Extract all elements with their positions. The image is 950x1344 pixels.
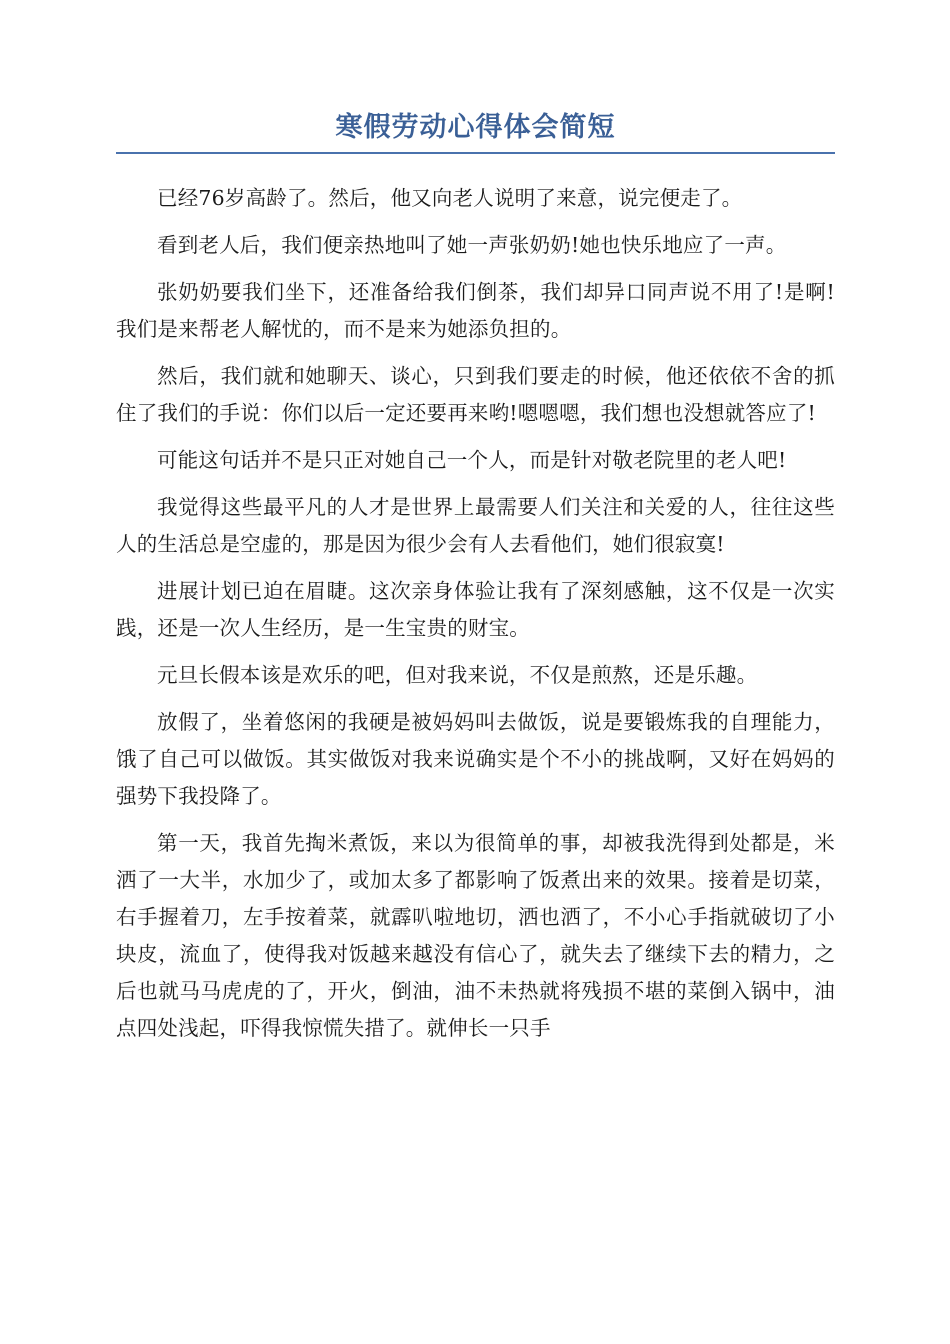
paragraph: 第一天，我首先掏米煮饭，来以为很简单的事，却被我洗得到处都是，米洒了一大半，水加少了，或加太多了都影响了饭煮出来的效果。接着是切菜，右手握着刀，左手按着菜，就霹叭啦地切，洒也洒了，不小心手指就破切了小块皮，流血了，使得我对饭越来越没有信心了，就失去了继续下去的精力，之后也就马马虎虎的了，开火，倒油，油不未热就将残损不堪的菜倒入锅中，油点四处浅起，吓得我惊慌失措了。就伸长一只手 [116,831,835,1040]
paragraph: 进展计划已迫在眉睫。这次亲身体验让我有了深刻感触，这不仅是一次实践，还是一次人生经历，是一生宝贵的财宝。 [116,579,835,640]
paragraph: 放假了，坐着悠闲的我硬是被妈妈叫去做饭，说是要锻炼我的自理能力，饿了自己可以做饭。其实做饭对我来说确实是个不小的挑战啊，又好在妈妈的强势下我投降了。 [116,710,835,808]
paragraph: 然后，我们就和她聊天、谈心，只到我们要走的时候，他还依依不舍的抓住了我们的手说：你们以后一定还要再来哟!嗯嗯嗯，我们想也没想就答应了! [116,364,835,425]
document-body [116,180,835,1047]
document-page [116,108,835,1057]
paragraph: 看到老人后，我们便亲热地叫了她一声张奶奶!她也快乐地应了一声。 [157,233,787,257]
paragraph: 我觉得这些最平凡的人才是世界上最需要人们关注和关爱的人，往往这些人的生活总是空虚的，那是因为很少会有人去看他们，她们很寂寞! [116,495,835,556]
paragraph: 已经76岁高龄了。然后，他又向老人说明了来意，说完便走了。 [157,186,743,210]
title-underline [116,152,835,154]
paragraph: 可能这句话并不是只正对她自己一个人，而是针对敬老院里的老人吧! [157,448,787,472]
paragraph: 元旦长假本该是欢乐的吧，但对我来说，不仅是煎熬，还是乐趣。 [157,663,758,687]
paragraph: 张奶奶要我们坐下，还准备给我们倒茶，我们却异口同声说不用了!是啊!我们是来帮老人解忧的，而不是来为她添负担的。 [116,280,835,341]
document-title: 寒假劳动心得体会简短 [335,112,616,143]
